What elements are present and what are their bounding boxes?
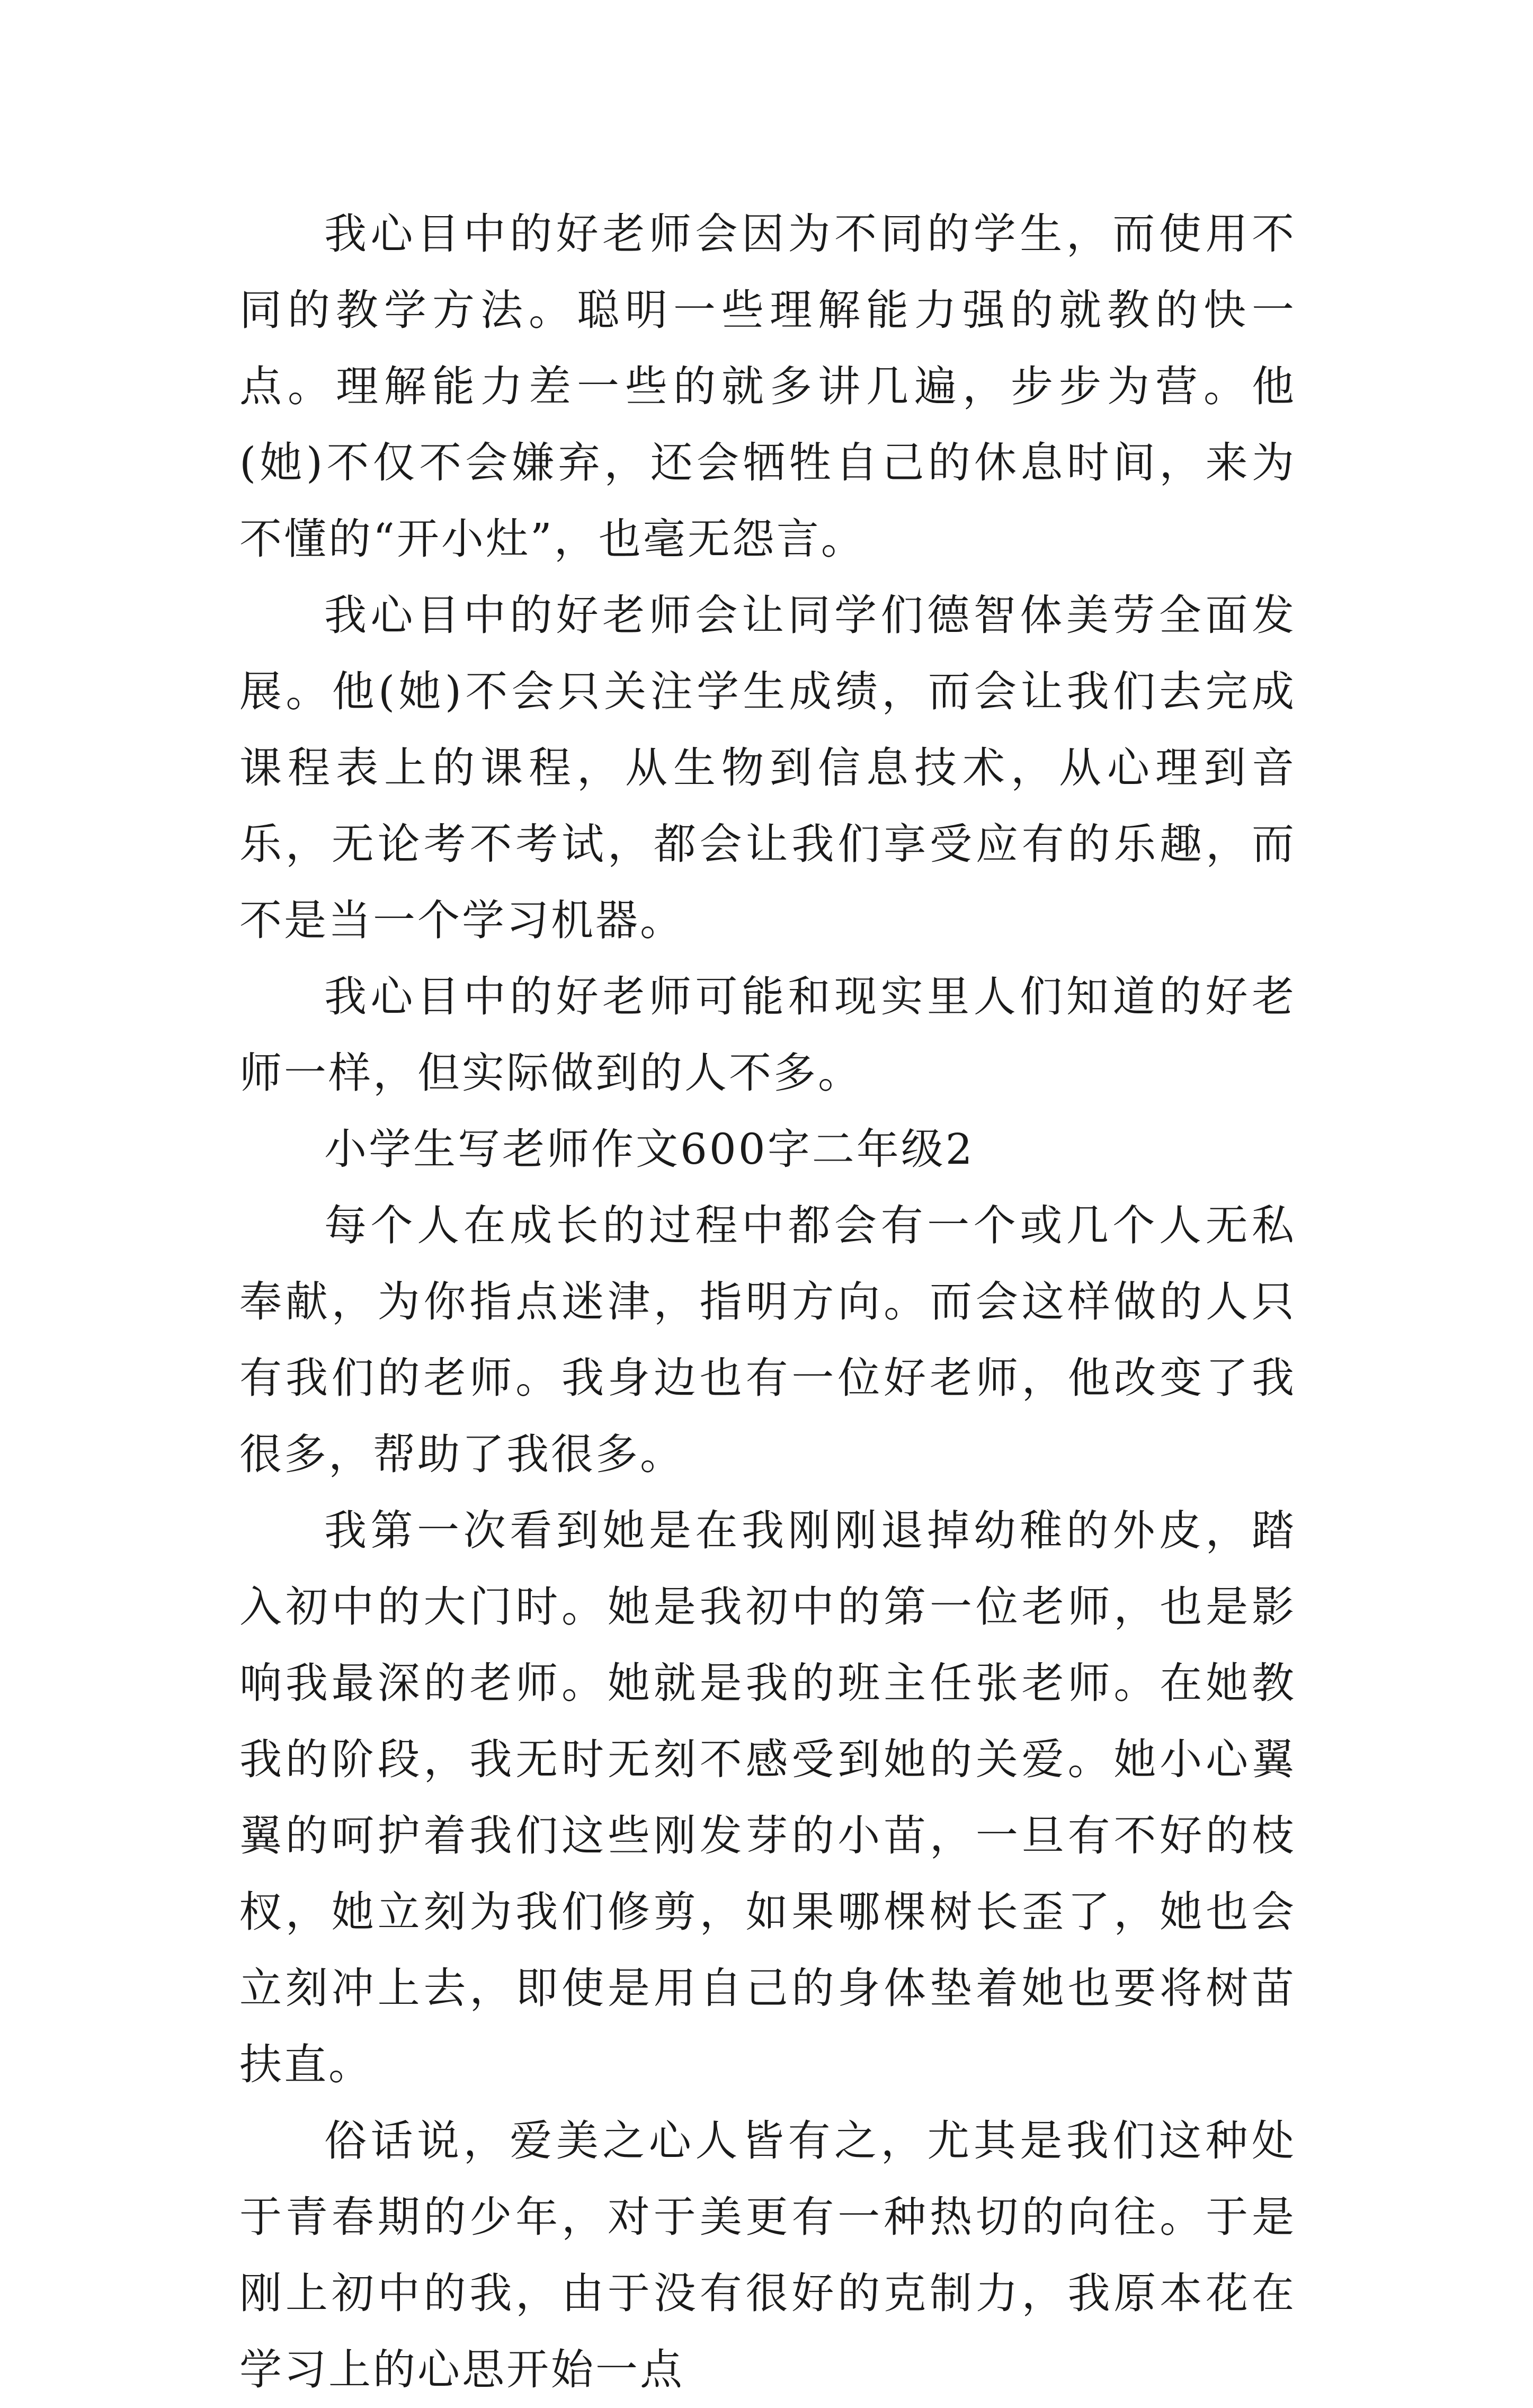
paragraph-selfless-devotion: 每个人在成长的过程中都会有一个或几个人无私奉献，为你指点迷津，指明方向。而会这样做的人只有我们的老师。我身边也有一位好老师，他改变了我很多，帮助了我很多。 xyxy=(239,1201,1296,1479)
paragraph-all-round-development: 我心目中的好老师会让同学们德智体美劳全面发展。他(她)不会只关注学生成绩，而会让我们去完成课程表上的课程，从生物到信息技术，从心理到音乐，无论考不考试，都会让我们享受应有的乐趣，而不是当一个学习机器。 xyxy=(239,591,1296,945)
paragraph-love-of-beauty: 俗话说，爱美之心人皆有之，尤其是我们这种处于青春期的少年，对于美更有一种热切的向往。于是刚上初中的我，由于没有很好的克制力，我原本花在学习上的心思开始一点 xyxy=(239,2116,1296,2394)
paragraph-teacher-zhang: 我第一次看到她是在我刚刚退掉幼稚的外皮，踏入初中的大门时。她是我初中的第一位老师，也是影响我最深的老师。她就是我的班主任张老师。在她教我的阶段，我无时无刻不感受到她的关爱。她小心翼翼的呵护着我们这些刚发芽的小苗，一旦有不好的枝杈，她立刻为我们修剪，如果哪棵树长歪了，她也会立刻冲上去，即使是用自己的身体垫着她也要将树苗扶直。 xyxy=(239,1506,1296,2089)
body-text xyxy=(239,196,1296,2408)
paragraph-few-achieve: 我心目中的好老师可能和现实里人们知道的好老师一样，但实际做到的人不多。 xyxy=(239,972,1296,1098)
section-heading: 小学生写老师作文600字二年级2 xyxy=(324,1125,975,1174)
paragraph-good-teacher-methods: 我心目中的好老师会因为不同的学生，而使用不同的教学方法。聪明一些理解能力强的就教的快一点。理解能力差一些的就多讲几遍，步步为营。他(她)不仅不会嫌弃，还会牺牲自己的休息时间，来为不懂的“开小灶”，也毫无怨言。 xyxy=(239,209,1296,564)
